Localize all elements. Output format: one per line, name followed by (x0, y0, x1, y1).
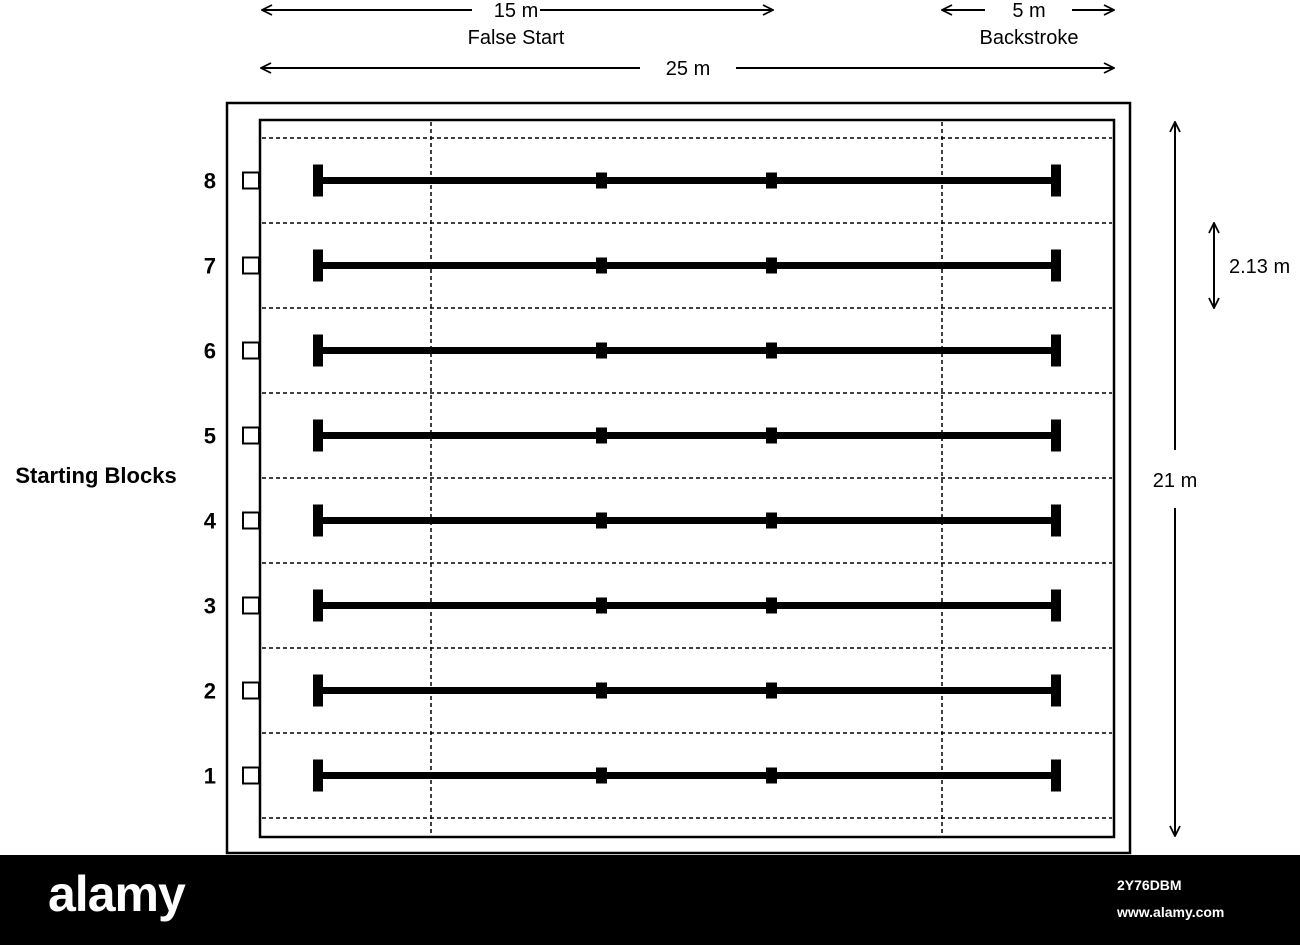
starting-block (243, 258, 259, 274)
rope-marker (596, 513, 607, 529)
lane-width-label: 2.13 m (1229, 256, 1291, 278)
lane-4 (204, 505, 1061, 537)
rope-marker (766, 258, 777, 274)
lane-5 (204, 420, 1061, 452)
rope-anchor-start (313, 505, 323, 537)
rope-marker (766, 513, 777, 529)
backstroke-distance: 5 m (1012, 0, 1046, 22)
rope-marker (766, 768, 777, 784)
rope-anchor-start (313, 250, 323, 282)
rope-marker (766, 428, 777, 444)
lane-number: 1 (203, 763, 216, 789)
lane-number: 7 (203, 253, 216, 279)
rope-anchor-end (1051, 420, 1061, 452)
rope-anchor-end (1051, 675, 1061, 707)
starting-block (243, 428, 259, 444)
starting-block (243, 343, 259, 359)
lane-number: 4 (203, 508, 216, 534)
rope-anchor-end (1051, 165, 1061, 197)
lane-7 (204, 250, 1061, 282)
site-url: www.alamy.com (1117, 904, 1225, 920)
false-start-label: False Start (467, 27, 565, 49)
rope-marker (596, 768, 607, 784)
lane-1 (204, 760, 1061, 792)
starting-block (243, 683, 259, 699)
false-start-distance: 15 m (493, 0, 539, 22)
lane-6 (204, 335, 1061, 367)
lane-number: 8 (203, 168, 216, 194)
lane-number: 2 (203, 678, 216, 704)
lane-number: 5 (203, 423, 216, 449)
rope-anchor-end (1051, 335, 1061, 367)
rope-anchor-start (313, 165, 323, 197)
rope-marker (766, 343, 777, 359)
rope-anchor-end (1051, 505, 1061, 537)
starting-block (243, 768, 259, 784)
rope-anchor-start (313, 420, 323, 452)
rope-marker (766, 598, 777, 614)
alamy-logo: alamy (48, 866, 185, 922)
rope-marker (596, 173, 607, 189)
lane-dividers (262, 138, 1112, 818)
lane-2 (204, 675, 1061, 707)
rope-anchor-start (313, 760, 323, 792)
rope-marker (596, 428, 607, 444)
rope-marker (596, 343, 607, 359)
rope-marker (766, 173, 777, 189)
lane-number: 6 (203, 338, 216, 364)
rope-anchor-end (1051, 760, 1061, 792)
rope-anchor-end (1051, 250, 1061, 282)
rope-marker (596, 258, 607, 274)
rope-marker (596, 683, 607, 699)
rope-anchor-start (313, 675, 323, 707)
rope-anchor-end (1051, 590, 1061, 622)
backstroke-label: Backstroke (979, 27, 1079, 49)
lane-number: 3 (203, 593, 216, 619)
starting-block (243, 598, 259, 614)
rope-marker (596, 598, 607, 614)
rope-anchor-start (313, 590, 323, 622)
starting-block (243, 513, 259, 529)
starting-block (243, 173, 259, 189)
starting-blocks-label: Starting Blocks (15, 463, 177, 488)
watermark-footer (0, 855, 1300, 945)
length-label: 25 m (665, 58, 711, 80)
lane-8 (204, 165, 1061, 197)
width-label: 21 m (1152, 470, 1198, 492)
rope-marker (766, 683, 777, 699)
image-id: 2Y76DBM (1117, 877, 1182, 893)
rope-anchor-start (313, 335, 323, 367)
lane-3 (204, 590, 1061, 622)
